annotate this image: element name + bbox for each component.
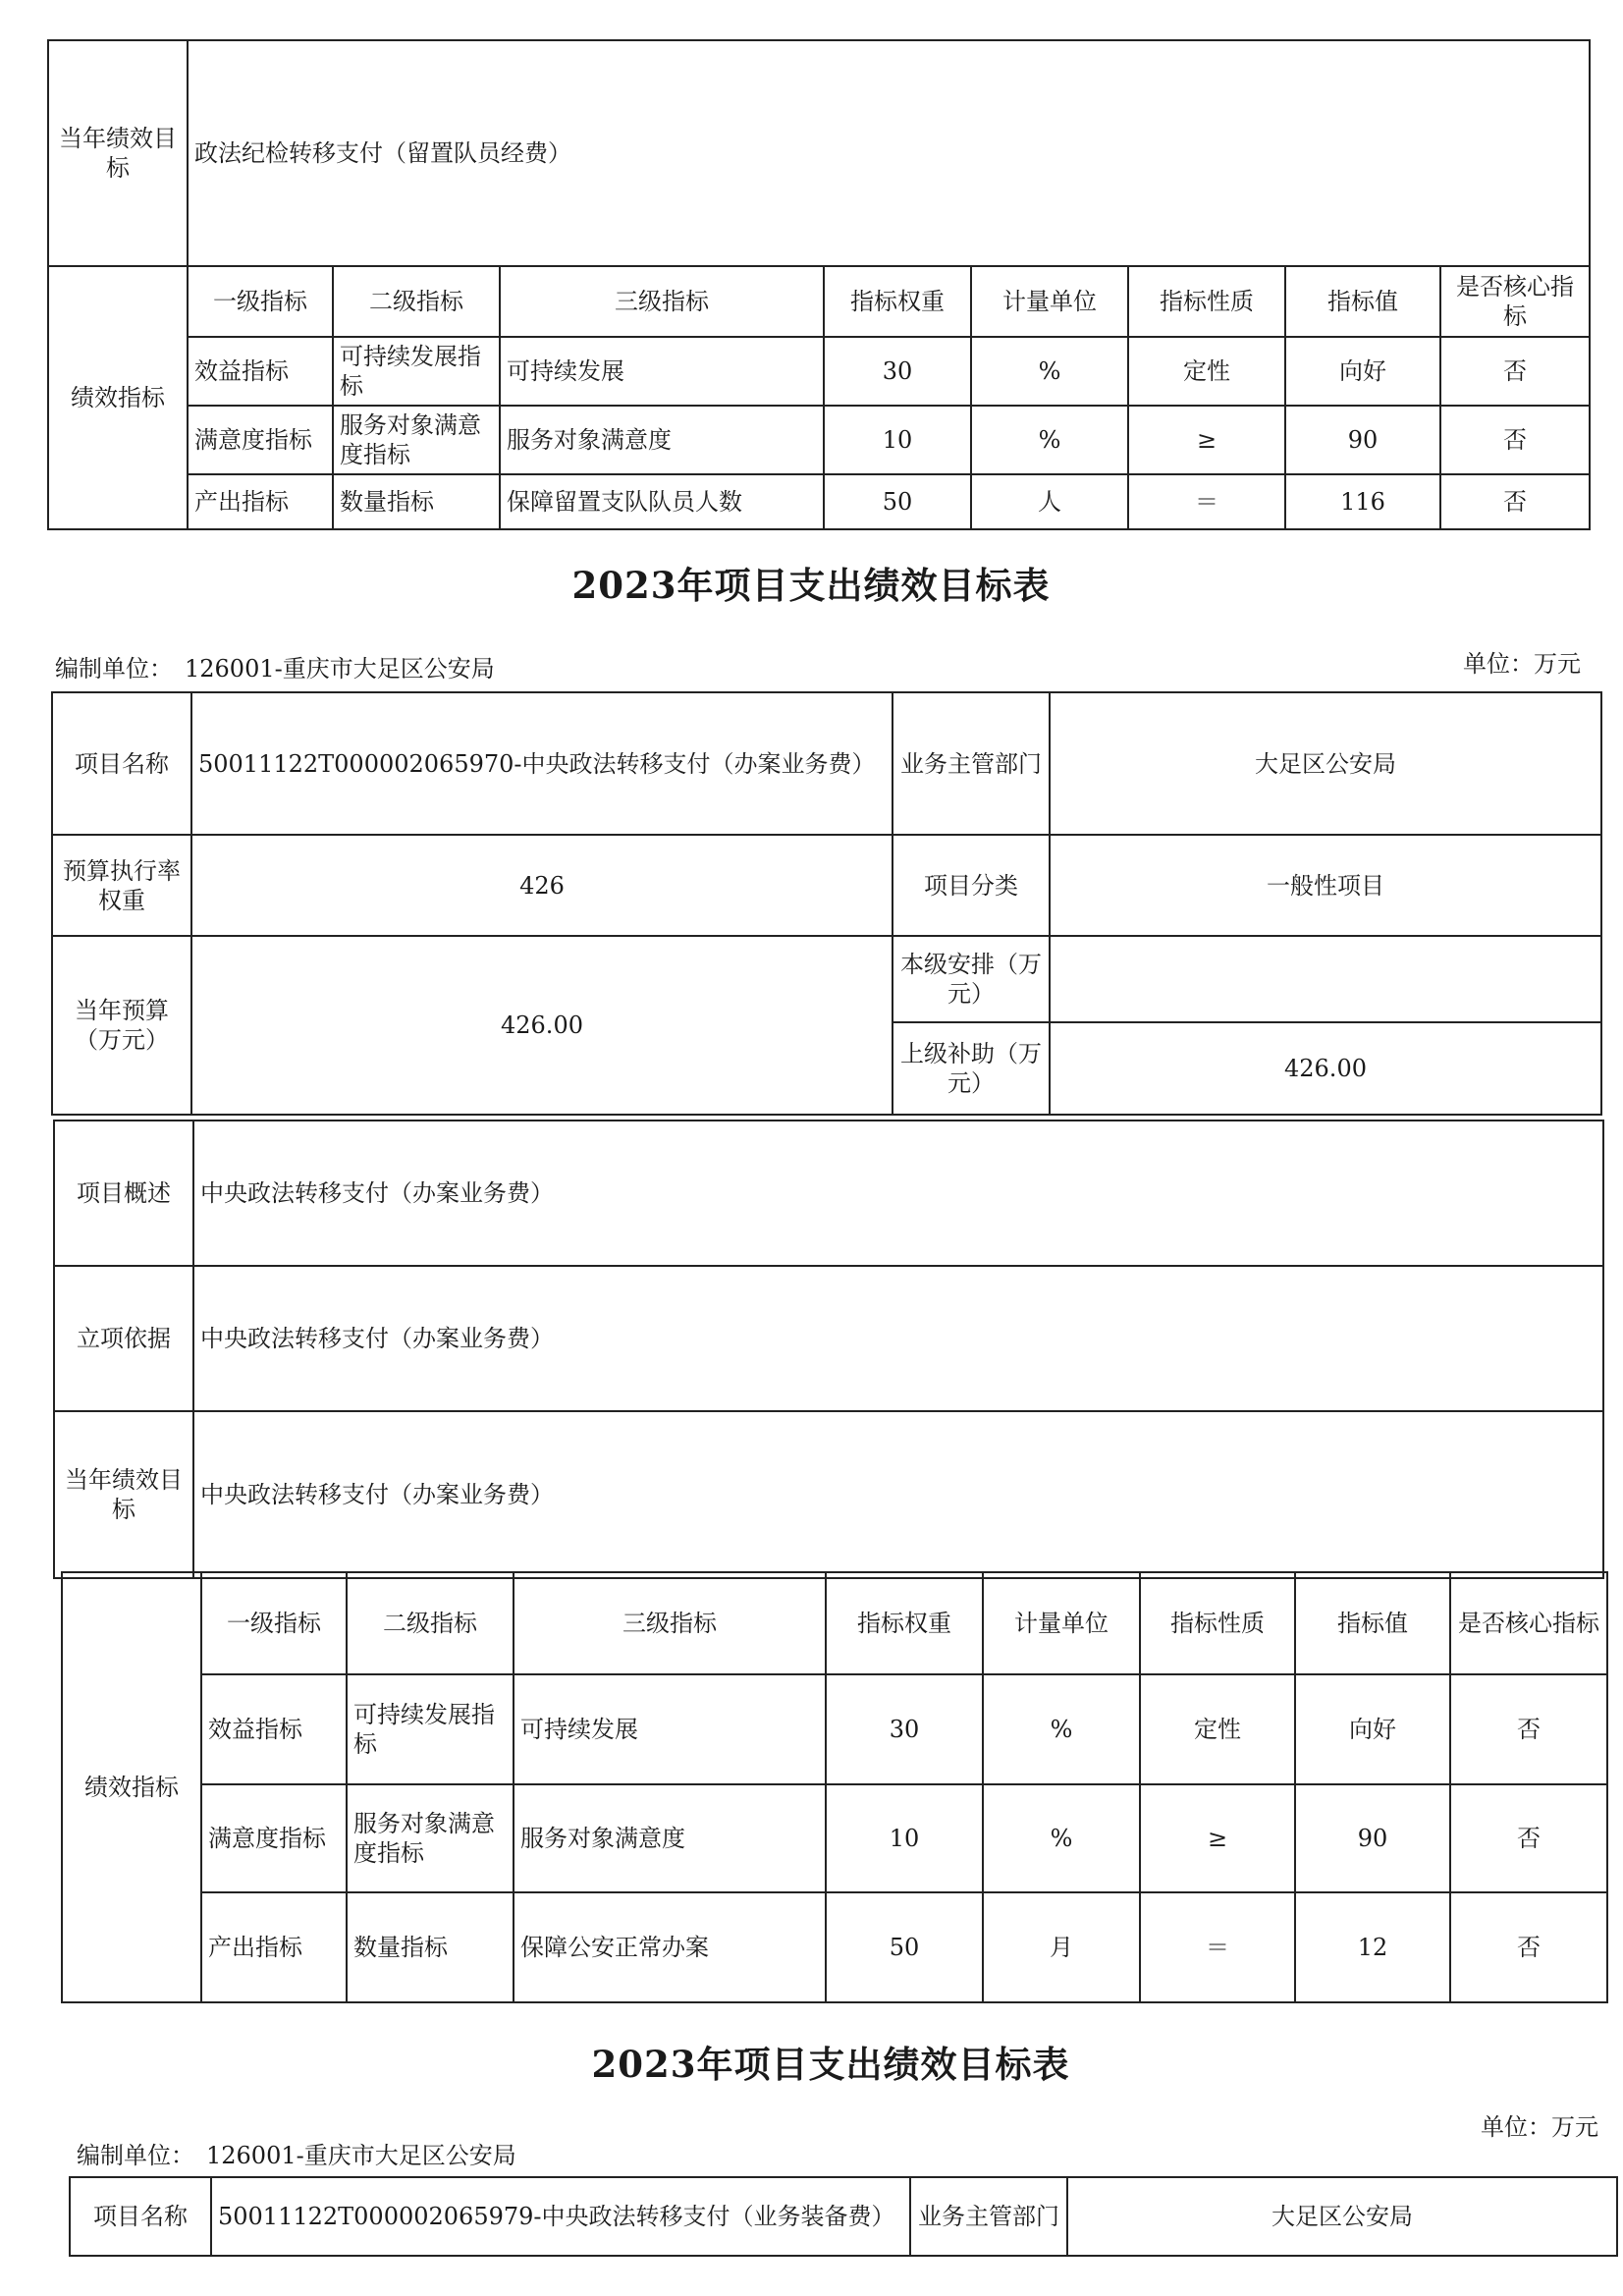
table-cell: 满意度指标 [201,1784,347,1892]
budget-label: 当年预算（万元） [52,936,191,1115]
header-cell: 三级指标 [514,1572,826,1674]
table-cell: 效益指标 [201,1674,347,1784]
local-value [1050,936,1601,1022]
table-cell: 10 [826,1784,983,1892]
table-cell: 50 [826,1892,983,2002]
goal-value: 中央政法转移支付（办案业务费） [193,1411,1603,1578]
section2-title: 2023年项目支出绩效目标表 [571,564,1051,607]
header-cell: 是否核心指标 [1450,1572,1607,1674]
table-cell: 服务对象满意度指标 [347,1784,514,1892]
header-cell: 一级指标 [201,1572,347,1674]
table-cell: 保障留置支队队员人数 [500,474,824,529]
exec-rate-value: 426 [191,835,893,936]
header-cell: 二级指标 [333,266,500,337]
table-cell: 50 [824,474,971,529]
table-cell: 10 [824,406,971,474]
indicator-label: 绩效指标 [48,266,188,529]
header-cell: 是否核心指标 [1440,266,1590,337]
table-row [62,1784,1607,1892]
header-cell: 指标权重 [824,266,971,337]
table-row [48,406,1590,474]
table-cell: 保障公安正常办案 [514,1892,826,2002]
overview-value: 中央政法转移支付（办案业务费） [193,1121,1603,1266]
header-cell: 指标性质 [1128,266,1285,337]
table-row [62,1674,1607,1784]
table-cell: 可持续发展指标 [347,1674,514,1784]
table-cell: 否 [1440,337,1590,406]
project-name: 50011122T000002065979-中央政法转移支付（业务装备费） [211,2177,910,2256]
table-cell: ≥ [1140,1784,1295,1892]
table-cell: 可持续发展 [500,337,824,406]
table-cell: 12 [1295,1892,1450,2002]
table-cell: ≥ [1128,406,1285,474]
goal-text: 政法纪检转移支付（留置队员经费） [188,40,1590,266]
table-cell: % [971,406,1128,474]
table-cell: 否 [1440,406,1590,474]
dept-value: 大足区公安局 [1050,692,1601,835]
header-cell: 指标性质 [1140,1572,1295,1674]
table-cell: 人 [971,474,1128,529]
basis-value: 中央政法转移支付（办案业务费） [193,1266,1603,1411]
table-cell: ＝ [1140,1892,1295,2002]
project-name-label: 项目名称 [52,692,191,835]
table-cell: 可持续发展 [514,1674,826,1784]
table-cell: 90 [1285,406,1440,474]
table-cell: 向好 [1285,337,1440,406]
overview-label: 项目概述 [54,1121,193,1266]
table-cell: 数量指标 [347,1892,514,2002]
table-cell: 服务对象满意度指标 [333,406,500,474]
goal-label: 当年绩效目标 [48,40,188,266]
table-row [62,1892,1607,2002]
local-label: 本级安排（万元） [893,936,1050,1022]
section2-desc-table [53,1120,1604,1579]
section2-info-table [51,691,1602,1116]
project-name: 50011122T000002065970-中央政法转移支付（办案业务费） [191,692,893,835]
table-cell: % [983,1784,1140,1892]
table-cell: 90 [1295,1784,1450,1892]
section3-unit-left: 编制单位： 126001-重庆市大足区公安局 [77,2142,516,2169]
indicator-label: 绩效指标 [62,1572,201,2002]
table-cell: 服务对象满意度 [500,406,824,474]
table-cell: 30 [824,337,971,406]
basis-label: 立项依据 [54,1266,193,1411]
exec-rate-label: 预算执行率权重 [52,835,191,936]
header-cell: 计量单位 [983,1572,1140,1674]
table-cell: 30 [826,1674,983,1784]
header-cell: 一级指标 [188,266,333,337]
table-cell: 否 [1450,1674,1607,1784]
header-cell: 计量单位 [971,266,1128,337]
table-cell: 116 [1285,474,1440,529]
dept-label: 业务主管部门 [893,692,1050,835]
section2-unit-right: 单位：万元 [1463,650,1581,678]
upper-value: 426.00 [1050,1022,1601,1115]
section3-info-table [69,2176,1618,2257]
table-row [48,474,1590,529]
section1-table [47,39,1591,530]
header-cell: 二级指标 [347,1572,514,1674]
table-cell: 月 [983,1892,1140,2002]
header-cell: 三级指标 [500,266,824,337]
table-cell: 产出指标 [201,1892,347,2002]
table-cell: % [971,337,1128,406]
table-cell: ＝ [1128,474,1285,529]
category-label: 项目分类 [893,835,1050,936]
table-cell: 定性 [1140,1674,1295,1784]
project-name-label: 项目名称 [70,2177,211,2256]
table-cell: % [983,1674,1140,1784]
header-cell: 指标权重 [826,1572,983,1674]
dept-value: 大足区公安局 [1067,2177,1617,2256]
table-cell: 产出指标 [188,474,333,529]
header-cell: 指标值 [1295,1572,1450,1674]
table-cell: 向好 [1295,1674,1450,1784]
section3-unit-right: 单位：万元 [1481,2113,1598,2141]
dept-label: 业务主管部门 [910,2177,1067,2256]
section2-unit-left: 编制单位： 126001-重庆市大足区公安局 [55,655,495,683]
table-row [48,337,1590,406]
table-cell: 否 [1440,474,1590,529]
table-cell: 服务对象满意度 [514,1784,826,1892]
section3-title: 2023年项目支出绩效目标表 [591,2043,1070,2086]
table-cell: 满意度指标 [188,406,333,474]
table-cell: 数量指标 [333,474,500,529]
table-cell: 否 [1450,1892,1607,2002]
table-cell: 可持续发展指标 [333,337,500,406]
table-cell: 否 [1450,1784,1607,1892]
budget-value: 426.00 [191,936,893,1115]
header-cell: 指标值 [1285,266,1440,337]
section2-indicator-table [61,1571,1608,2003]
category-value: 一般性项目 [1050,835,1601,936]
goal-label: 当年绩效目标 [54,1411,193,1578]
table-cell: 效益指标 [188,337,333,406]
upper-label: 上级补助（万元） [893,1022,1050,1115]
table-cell: 定性 [1128,337,1285,406]
